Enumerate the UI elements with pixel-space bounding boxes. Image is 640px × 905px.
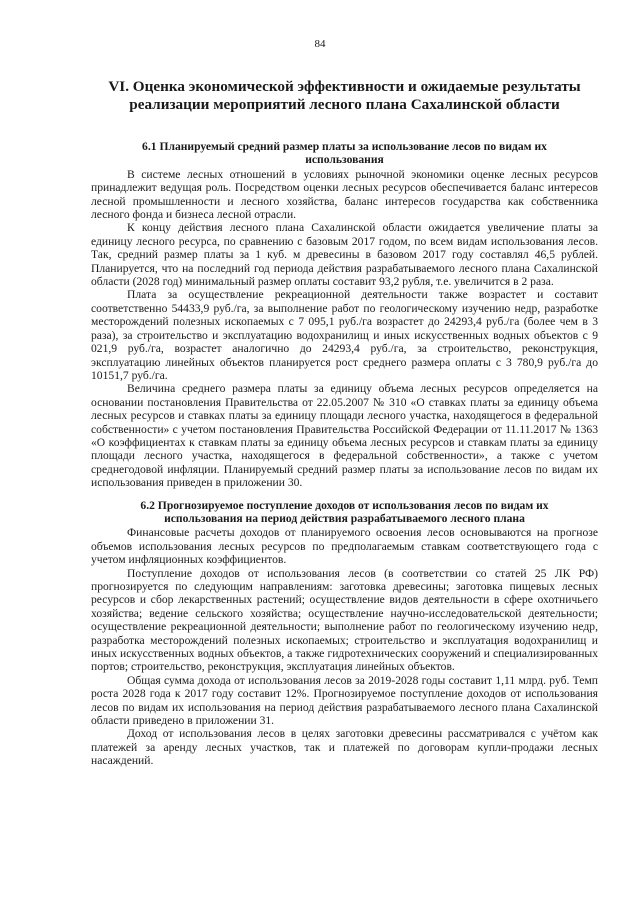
page-content [91,78,598,768]
paragraph: В системе лесных отношений в условиях рыночной экономики оценке лесных ресурсов принадлежит ведущая роль. Посредством оценки лесных ресурсов обеспечивается баланс интересов лесной промышленности и лесного хозяйства, баланс интересов государства как собственника лесного фонда и бизнеса лесной отрасли. [91,167,598,222]
paragraph: Поступление доходов от использования лесов (в соответствии со статей 25 ЛК РФ) прогнозируется по следующим направлениям: заготовка древесины; заготовка пищевых лесных ресурсов и сбор лекарственных растений; осуществление видов деятельности в сфере охотничьего хозяйства; ведение сельского хозяйства; осуществление научно-исследовательской деятельности; осуществление рекреационной деятельности; выполнение работ по геологическому изучению недр, разработка месторождений полезных ископаемых; строительство и эксплуатация водохранилищ и иных искусственных водных объектов, а также гидротехнических сооружений и специализированных портов; строительство, реконструкция, эксплуатация линейных объектов. [91,566,598,674]
page-number: 84 [314,38,326,50]
paragraph: Финансовые расчеты доходов от планируемого освоения лесов основываются на прогнозе объемов использования лесных ресурсов по предполагаемым ставкам соответствующего года с учетом инфляционных коэффициентов. [91,526,598,567]
paragraph: К концу действия лесного плана Сахалинской области ожидается увеличение платы за единицу лесного ресурса, по сравнению с базовым 2017 годом, по всем видам использования лесов. Так, средний размер платы за 1 куб. м древесины в базовом 2017 году составлял 46,5 рублей. Планируется, что на последний год периода действия разрабатываемого лесного плана Сахалинской области (2028 год) минимальный размер оплаты составит 93,2 рубля, т.е. увеличится в 2 раза. [91,221,598,289]
paragraph: Доход от использования лесов в целях заготовки древесины рассматривался с учётом как платежей за аренду лесных участков, так и платежей по договорам купли-продажи лесных насаждений. [91,727,598,768]
paragraph: Плата за осуществление рекреационной деятельности также возрастет и составит соответственно 54433,9 руб./га, за выполнение работ по геологическому изучению недр, разработке месторождений полезных ископаемых с 7 095,1 руб./га возрастет до 24293,4 руб./га (более чем в 3 раза), за строительство и эксплуатацию водохранилищ и иных искусственных водных объектов с 9 021,9 руб./га, возрастет аналогично до 24293,4 руб./га, за строительство, реконструкция, эксплуатацию линейных объектов планируется рост среднего размера оплаты с 3 780,9 руб./га до 10151,7 руб./га. [91,288,598,382]
paragraph: Общая сумма дохода от использования лесов за 2019-2028 годы составит 1,11 млрд. руб. Темп роста 2028 года к 2017 году составит 12%. Прогнозируемое поступление доходов от использования лесов по видам их использования на период действия разрабатываемого лесного плана Сахалинской области приведено в приложении 31. [91,673,598,728]
chapter-title: VI. Оценка экономической эффективности и ожидаемые результаты реализации мероприятий лесного плана Сахалинской области [108,78,581,113]
section-title-6-2: 6.2 Прогнозируемое поступление доходов от использования лесов по видам их использования на период действия разрабатываемого лесного плана [140,498,549,525]
paragraph: Величина среднего размера платы за единицу объема лесных ресурсов определяется на основании постановления Правительства от 22.05.2007 № 310 «О ставках платы за единицу объема лесных ресурсов и ставках платы за единицу площади лесного участка, находящегося в федеральной собственности» с учетом постановления Правительства Российской Федерации от 11.11.2017 № 1363 «О коэффициентах к ставкам платы за единицу объема лесных ресурсов и ставкам платы за единицу площади лесного участка, находящегося в федеральной собственности», а также с учетом среднегодовой инфляции. Планируемый средний размер платы за использование лесов по видам их использования приведен в приложении 30. [91,382,598,490]
section-title-6-1: 6.1 Планируемый средний размер платы за использование лесов по видам их использования [142,140,547,167]
